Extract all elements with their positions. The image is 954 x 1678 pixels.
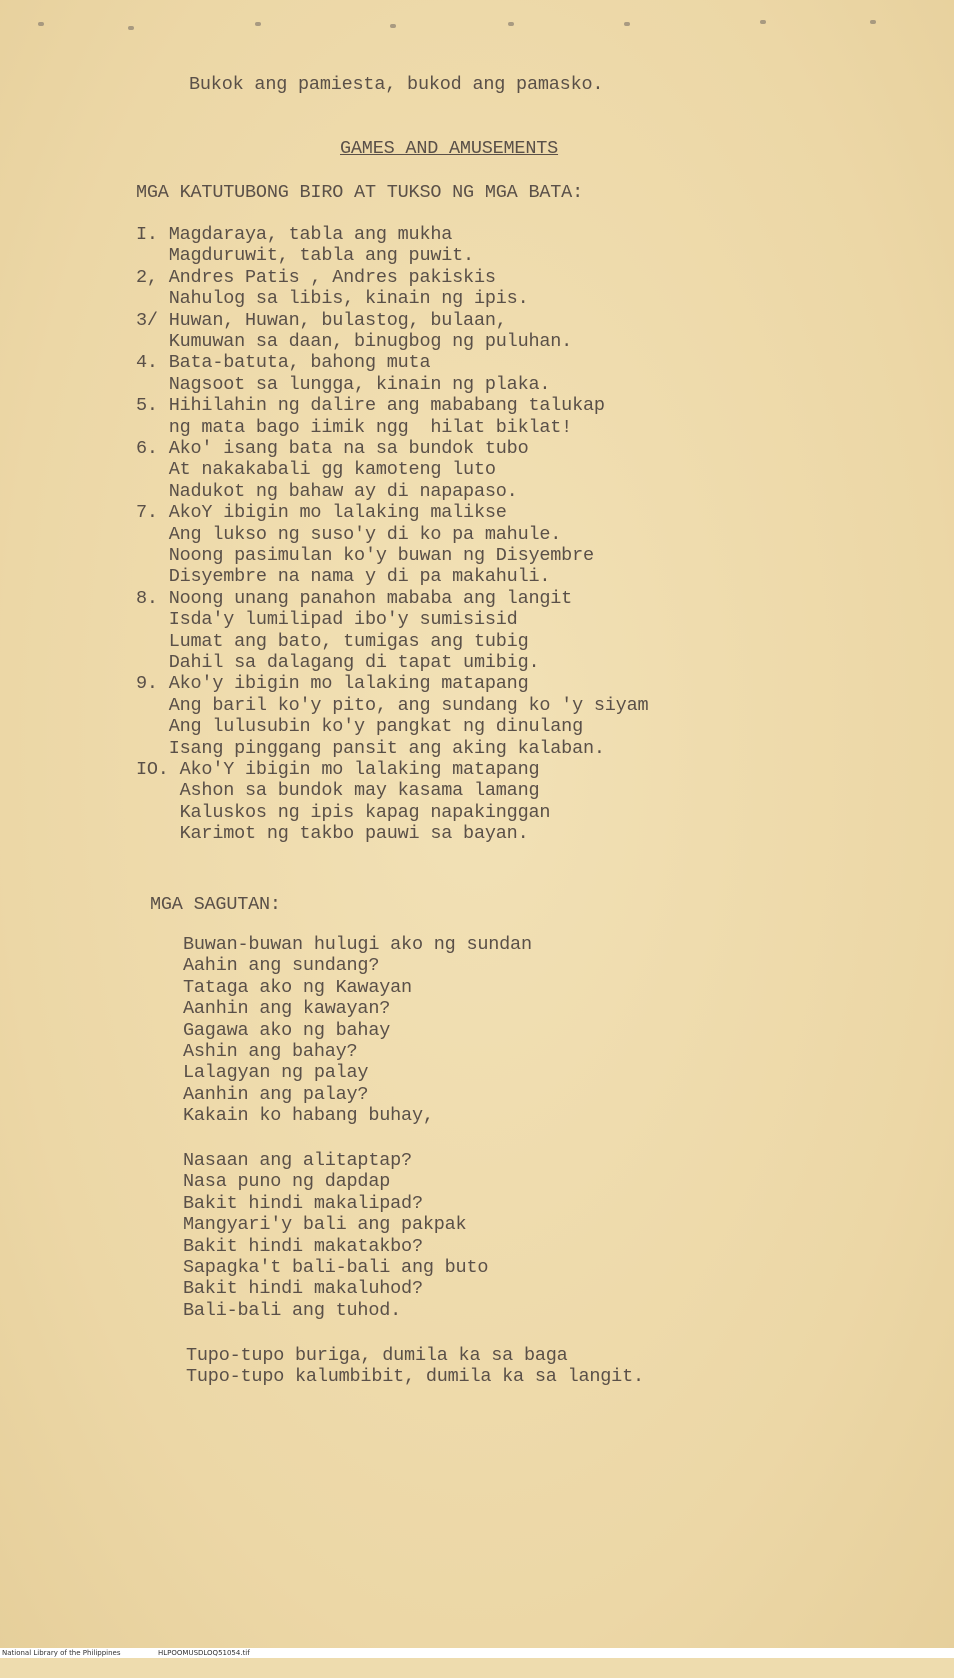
text-line: Noong pasimulan ko'y buwan ng Disyembre (136, 545, 594, 566)
text-line: Nasaan ang alitaptap? (183, 1150, 412, 1171)
text-line: Nasa puno ng dapdap (183, 1171, 391, 1193)
staple-mark (508, 22, 514, 26)
text-line: At nakakabali gg kamoteng luto (136, 459, 496, 481)
text-line: Isda'y lumilipad ibo'y sumisisid (136, 609, 518, 631)
subheading-biro-tukso: MGA KATUTUBONG BIRO AT TUKSO NG MGA BATA: (136, 182, 583, 203)
text-line: 4. Bata-batuta, bahong muta (136, 352, 431, 374)
staple-mark (870, 20, 876, 24)
text-line: Lalagyan ng palay (183, 1062, 369, 1084)
text-line: Lumat ang bato, tumigas ang tubig (136, 630, 529, 652)
text-line: Ang lulusubin ko'y pangkat ng dinulang (136, 716, 583, 738)
staple-mark (760, 20, 766, 24)
text-line: Karimot ng takbo pauwi sa bayan. (136, 823, 529, 845)
text-line: Aanhin ang palay? (183, 1083, 369, 1105)
text-line: 9. Ako'y ibigin mo lalaking matapang (136, 673, 529, 695)
text-line: Aanhin ang kawayan? (183, 998, 391, 1020)
text-line: Tupo-tupo kalumbibit, dumila ka sa langit. (186, 1366, 644, 1388)
text-line: Magduruwit, tabla ang puwit. (136, 245, 474, 267)
text-line: Bali-bali ang tuhod. (183, 1299, 402, 1321)
scan-footer (0, 1648, 954, 1658)
text-line: Kaluskos ng ipis kapag napakinggan (136, 801, 551, 823)
text-line: 2, Andres Patis , Andres pakiskis (136, 266, 496, 288)
footer-file-id: HLPOOMUSDLOQ51054.tif (158, 1649, 250, 1657)
text-line: Buwan-buwan hulugi ako ng sundan (183, 934, 532, 955)
text-line: Kakain ko habang buhay, (183, 1105, 434, 1127)
text-line: IO. Ako'Y ibigin mo lalaking matapang (136, 759, 540, 780)
text-line: Bakit hindi makalipad? (183, 1192, 423, 1214)
subheading-sagutan: MGA SAGUTAN: (150, 894, 281, 915)
text-line: 5. Hihilahin ng dalire ang mababang talukap (136, 395, 605, 417)
text-line: Nahulog sa libis, kinain ng ipis. (136, 288, 529, 310)
footer-institution: National Library of the Philippines (2, 1649, 121, 1657)
text-line: Ashin ang bahay? (183, 1041, 358, 1062)
text-line: Nagsoot sa lungga, kinain ng plaka. (136, 373, 551, 395)
staple-mark (128, 26, 134, 30)
text-line: Bakit hindi makatakbo? (183, 1235, 423, 1257)
text-line: Bakit hindi makaluhod? (183, 1278, 423, 1300)
text-line: I. Magdaraya, tabla ang mukha (136, 224, 453, 245)
section-title: GAMES AND AMUSEMENTS (340, 138, 559, 159)
staple-mark (38, 22, 44, 26)
text-line: Dahil sa dalagang di tapat umibig. (136, 652, 540, 673)
text-line: Aahin ang sundang? (183, 955, 380, 977)
text-line: Nadukot ng bahaw ay di napapaso. (136, 480, 518, 502)
text-line: 6. Ako' isang bata na sa bundok tubo (136, 438, 529, 459)
text-line: Isang pinggang pansit ang aking kalaban. (136, 737, 605, 759)
text-line: ng mata bago iimik ngg hilat biklat! (136, 416, 573, 438)
text-line: 7. AkoY ibigin mo lalaking malikse (136, 502, 507, 524)
proverb-line: Bukok ang pamiesta, bukod ang pamasko. (189, 74, 604, 95)
staple-mark (255, 22, 261, 26)
text-line: Ang baril ko'y pito, ang sundang ko 'y siyam (136, 694, 649, 716)
text-line: Tupo-tupo buriga, dumila ka sa baga (186, 1345, 568, 1366)
text-line: Disyembre na nama y di pa makahuli. (136, 566, 551, 588)
text-line: Ashon sa bundok may kasama lamang (136, 780, 540, 802)
staple-mark (624, 22, 630, 26)
text-line: 3/ Huwan, Huwan, bulastog, bulaan, (136, 309, 507, 331)
text-line: Tataga ako ng Kawayan (183, 976, 412, 998)
text-line: 8. Noong unang panahon mababa ang langit (136, 587, 573, 609)
text-line: Mangyari'y bali ang pakpak (183, 1214, 467, 1236)
text-line: Sapagka't bali-bali ang buto (183, 1257, 489, 1278)
text-line: Gagawa ako ng bahay (183, 1019, 391, 1041)
staple-mark (390, 24, 396, 28)
text-line: Ang lukso ng suso'y di ko pa mahule. (136, 523, 562, 545)
text-line: Kumuwan sa daan, binugbog ng puluhan. (136, 331, 573, 352)
